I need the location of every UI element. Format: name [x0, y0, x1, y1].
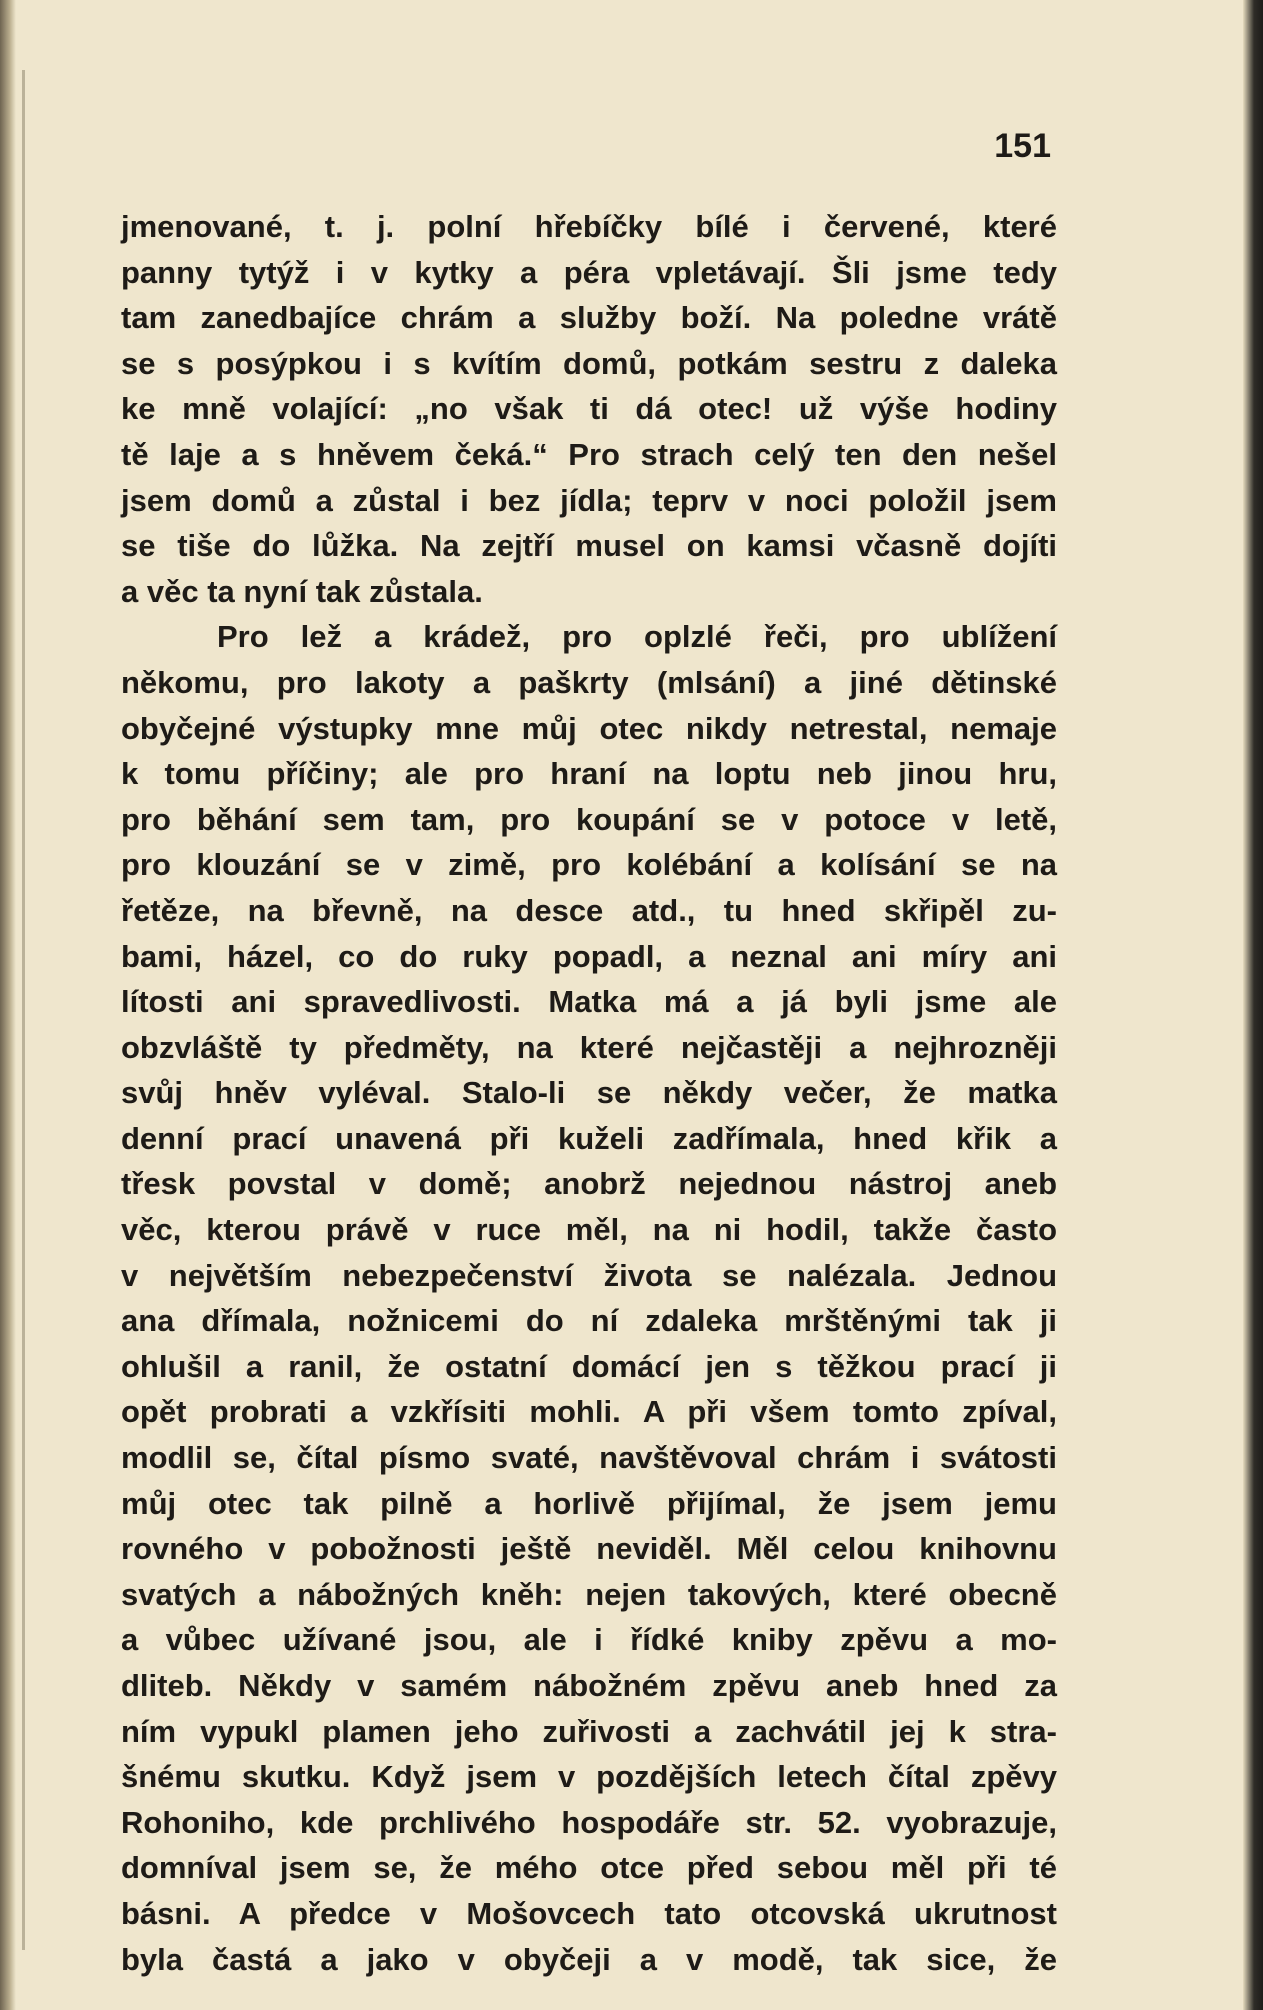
text-line: opět probrati a vzkřísiti mohli. A při všem tomto zpíval,: [121, 1394, 1057, 1430]
body-text: [121, 204, 1057, 1982]
text-line: domníval jsem se, že mého otce před sebou měl při té: [121, 1850, 1057, 1886]
text-line: ohlušil a ranil, že ostatní domácí jen s těžkou prací ji: [121, 1348, 1057, 1384]
text-line-paragraph-start: Pro lež a krádež, pro oplzlé řeči, pro ublížení: [217, 619, 1057, 655]
text-line: jmenované, t. j. polní hřebíčky bílé i červené, které: [121, 209, 1057, 244]
text-line: třesk povstal v domě; anobrž nejednou nástroj aneb: [121, 1166, 1057, 1202]
text-line: Rohoniho, kde prchlivého hospodáře str. 52. vyobrazuje,: [121, 1804, 1057, 1840]
text-line: panny tytýž i v kytky a péra vpletávají. Šli jsme tedy: [121, 254, 1057, 290]
page-number: 151: [994, 127, 1051, 165]
page-edge-shadow: [1243, 0, 1263, 2010]
text-line: pro klouzání se v zimě, pro kolébání a kolísání se na: [121, 847, 1057, 883]
text-line: šnému skutku. Když jsem v pozdějších letech čítal zpěvy: [121, 1759, 1057, 1795]
text-line: pro běhání sem tam, pro koupání se v potoce v letě,: [121, 801, 1057, 837]
text-line: se tiše do lůžka. Na zejtří musel on kamsi včasně dojíti: [121, 528, 1057, 564]
text-line: se s posýpkou i s kvítím domů, potkám sestru z daleka: [121, 345, 1057, 381]
text-line: k tomu příčiny; ale pro hraní na loptu neb jinou hru,: [121, 756, 1057, 792]
text-line: básni. A předce v Mošovcech tato otcovská ukrutnost: [121, 1895, 1057, 1931]
text-line: ana dřímala, nožnicemi do ní zdaleka mrštěnými tak ji: [121, 1303, 1057, 1339]
text-line: tam zanedbajíce chrám a služby boží. Na poledne vrátě: [121, 300, 1057, 336]
text-line: bami, házel, co do ruky popadl, a neznal ani míry ani: [121, 938, 1057, 974]
page-binding-shadow: [0, 0, 16, 2010]
text-line: dliteb. Někdy v samém nábožném zpěvu aneb hned za: [121, 1668, 1057, 1703]
text-line: ním vypukl plamen jeho zuřivosti a zachvátil jej k stra-: [121, 1713, 1057, 1749]
text-line: věc, kterou právě v ruce měl, na ni hodil, takže často: [121, 1212, 1057, 1248]
text-line: rovného v pobožnosti ještě neviděl. Měl celou knihovnu: [121, 1531, 1057, 1567]
text-line: obzvláště ty předměty, na které nejčastěji a nejhrozněji: [121, 1029, 1057, 1065]
text-line: obyčejné výstupky mne můj otec nikdy netrestal, nemaje: [121, 710, 1057, 746]
binding-crease: [22, 70, 25, 1950]
text-line: a vůbec užívané jsou, ale i řídké kniby zpěvu a mo-: [121, 1622, 1057, 1658]
text-line: tě laje a s hněvem čeká.“ Pro strach celý ten den nešel: [121, 436, 1057, 472]
text-line: svůj hněv vyléval. Stalo-li se někdy večer, že matka: [121, 1075, 1057, 1111]
text-line: jsem domů a zůstal i bez jídla; teprv v noci položil jsem: [121, 482, 1057, 518]
text-line: můj otec tak pilně a horlivě přijímal, že jsem jemu: [121, 1485, 1057, 1521]
text-line: někomu, pro lakoty a paškrty (mlsání) a jiné dětinské: [121, 664, 1057, 700]
text-line: lítosti ani spravedlivosti. Matka má a já byli jsme ale: [121, 984, 1057, 1020]
text-line: ke mně volající: „no však ti dá otec! už výše hodiny: [121, 391, 1057, 427]
text-line: byla častá a jako v obyčeji a v modě, tak sice, že: [121, 1941, 1057, 1977]
text-line: denní prací unavená při kuželi zadřímala, hned křik a: [121, 1120, 1057, 1156]
text-line: modlil se, čítal písmo svaté, navštěvoval chrám i svátosti: [121, 1440, 1057, 1476]
text-line: v největším nebezpečenství života se nalézala. Jednou: [121, 1257, 1057, 1293]
text-line: svatých a nábožných kněh: nejen takových, které obecně: [121, 1576, 1057, 1612]
text-line: řetěze, na břevně, na desce atd., tu hned skřipěl zu-: [121, 892, 1057, 928]
text-line-paragraph-end: a věc ta nyní tak zůstala.: [121, 573, 483, 609]
